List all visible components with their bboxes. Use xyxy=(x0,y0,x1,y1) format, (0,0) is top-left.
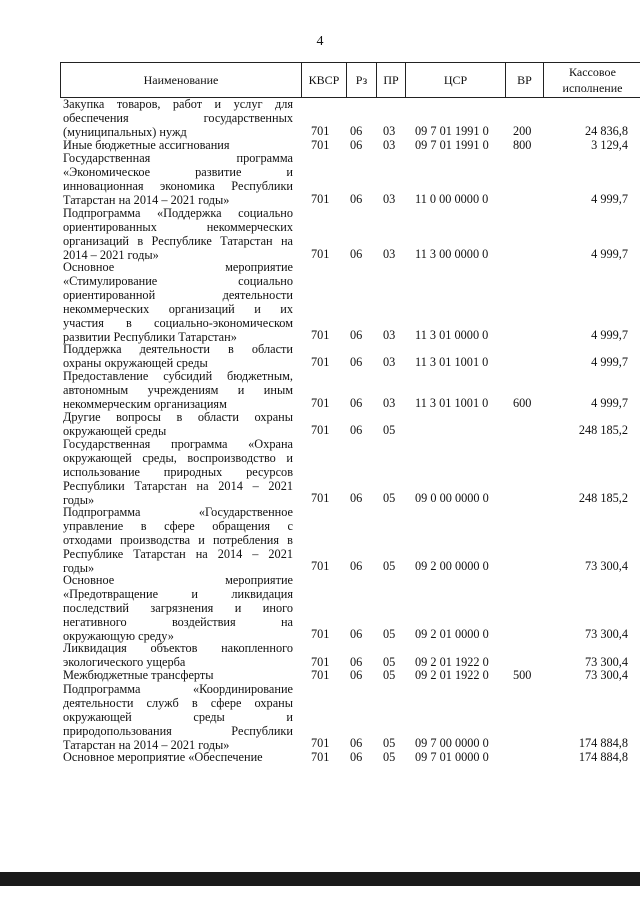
row-csr: 09 7 01 1991 0 xyxy=(415,124,489,139)
row-csr: 09 7 01 0000 0 xyxy=(415,749,489,764)
row-name xyxy=(63,260,293,344)
row-name xyxy=(63,206,293,262)
row-csr: 09 2 01 0000 0 xyxy=(415,627,489,642)
header-name: Наименование xyxy=(61,63,302,97)
row-vr: 800 xyxy=(513,137,532,152)
row-name-line: охраны окружающей среды xyxy=(63,355,208,370)
row-name-line: использование природных ресурсов xyxy=(63,465,293,479)
row-rz: 06 xyxy=(350,423,363,438)
row-amount: 73 300,4 xyxy=(584,559,628,574)
row-name-line: природопользования Республики xyxy=(63,723,293,738)
row-name-line: последствий загрязнения и иного xyxy=(63,601,293,615)
header-kvsr: КВСР xyxy=(302,63,347,97)
row-kvsr: 701 xyxy=(311,396,330,411)
row-amount: 174 884,8 xyxy=(578,749,628,764)
row-pr: 05 xyxy=(383,749,396,764)
row-name xyxy=(63,573,293,643)
row-name-line: Подпрограмма «Координирование xyxy=(63,681,293,696)
row-name-line: Ликвидация объектов накопленного xyxy=(63,641,293,655)
row-name-line: окружающей среды, воспроизводство и xyxy=(63,451,293,465)
row-amount: 4 999,7 xyxy=(591,396,628,411)
row-pr: 05 xyxy=(383,736,396,751)
row-csr: 11 3 01 0000 0 xyxy=(415,328,489,343)
table-row xyxy=(0,369,640,410)
row-rz: 06 xyxy=(350,124,363,139)
row-name-line: отходами производства и потребления в xyxy=(63,533,293,547)
row-pr: 05 xyxy=(383,559,396,574)
row-name-line: ориентированной деятельности xyxy=(63,288,293,303)
row-kvsr: 701 xyxy=(311,749,330,764)
row-amount: 248 185,2 xyxy=(578,491,628,506)
row-kvsr: 701 xyxy=(311,192,330,207)
header-rz: Рз xyxy=(347,63,377,97)
row-name-line: негативного воздействия на xyxy=(63,615,293,629)
row-name xyxy=(63,97,293,139)
row-pr: 05 xyxy=(383,491,396,506)
row-pr: 03 xyxy=(383,124,396,139)
row-name-line: окружающую среду» xyxy=(63,629,174,643)
table-row xyxy=(0,505,640,573)
row-name xyxy=(63,505,293,575)
table-row xyxy=(0,573,640,641)
row-name-line: «Предотвращение и ликвидация xyxy=(63,587,293,601)
row-name-line: Подпрограмма «Поддержка социально xyxy=(63,205,293,220)
row-name xyxy=(63,138,293,152)
row-name-line: Татарстан на 2014 – 2021 годы» xyxy=(63,737,230,752)
table-row xyxy=(0,97,640,138)
row-kvsr: 701 xyxy=(311,137,330,152)
row-name-line: окружающей среды и xyxy=(63,709,293,724)
table-row xyxy=(0,206,640,260)
row-name-line: Основное мероприятие xyxy=(63,260,293,275)
row-kvsr: 701 xyxy=(311,124,330,139)
table-row xyxy=(0,682,640,750)
row-kvsr: 701 xyxy=(311,627,330,642)
row-name-line: Государственная программа xyxy=(63,151,293,166)
row-name-line: 2014 – 2021 годы» xyxy=(63,247,159,262)
row-name-line: экологического ущерба xyxy=(63,655,186,669)
row-rz: 06 xyxy=(350,192,363,207)
row-csr: 11 3 01 1001 0 xyxy=(415,396,489,411)
row-name-line: годы» xyxy=(63,561,95,575)
table-row xyxy=(0,138,640,152)
row-rz: 06 xyxy=(350,328,363,343)
row-rz: 06 xyxy=(350,736,363,751)
row-rz: 06 xyxy=(350,749,363,764)
table-row xyxy=(0,342,640,369)
row-rz: 06 xyxy=(350,559,363,574)
row-name-line: Подпрограмма «Государственное xyxy=(63,505,293,519)
row-rz: 06 xyxy=(350,355,363,370)
row-amount: 4 999,7 xyxy=(591,246,628,261)
row-pr: 05 xyxy=(383,423,396,438)
row-name-line: Республике Татарстан на 2014 – 2021 xyxy=(63,547,293,561)
row-name-line: Татарстан на 2014 – 2021 годы» xyxy=(63,193,230,208)
header-pr: ПР xyxy=(377,63,406,97)
row-name-line: Закупка товаров, работ и услуг для xyxy=(63,97,293,111)
row-name-line: Межбюджетные трансферты xyxy=(63,668,214,683)
table-row xyxy=(0,750,640,764)
row-name-line: развитии Республики Татарстан» xyxy=(63,330,237,345)
row-vr: 200 xyxy=(513,124,532,139)
row-csr: 09 0 00 0000 0 xyxy=(415,491,489,506)
row-amount: 73 300,4 xyxy=(584,627,628,642)
row-amount: 4 999,7 xyxy=(591,192,628,207)
row-name-line: обеспечения государственных xyxy=(63,111,293,125)
row-name xyxy=(63,668,293,682)
row-name-line: (муниципальных) нужд xyxy=(63,125,187,139)
table-row xyxy=(0,641,640,668)
row-kvsr: 701 xyxy=(311,246,330,261)
header-amount: Кассовое исполнение xyxy=(562,65,623,95)
row-csr: 11 3 00 0000 0 xyxy=(415,246,489,261)
row-name-line: Иные бюджетные ассигнования xyxy=(63,137,230,152)
row-csr: 09 2 00 0000 0 xyxy=(415,559,489,574)
row-pr: 03 xyxy=(383,192,396,207)
row-pr: 05 xyxy=(383,627,396,642)
row-name-line: участия в социально-экономическом xyxy=(63,316,293,331)
row-name-line: годы» xyxy=(63,493,95,507)
row-csr: 09 7 00 0000 0 xyxy=(415,736,489,751)
table-row xyxy=(0,668,640,682)
row-kvsr: 701 xyxy=(311,668,330,683)
row-name-line: деятельности служб в сфере охраны xyxy=(63,695,293,710)
page-number: 4 xyxy=(316,34,324,49)
row-vr: 600 xyxy=(513,396,532,411)
row-rz: 06 xyxy=(350,654,363,669)
row-name-line: ориентированных некоммерческих xyxy=(63,219,293,234)
row-name-line: Государственная программа «Охрана xyxy=(63,437,293,451)
row-amount: 73 300,4 xyxy=(584,654,628,669)
row-name xyxy=(63,437,293,507)
row-pr: 03 xyxy=(383,246,396,261)
row-rz: 06 xyxy=(350,668,363,683)
row-pr: 03 xyxy=(383,328,396,343)
row-name xyxy=(63,682,293,752)
row-pr: 03 xyxy=(383,355,396,370)
row-name-line: Основное мероприятие «Обеспечение xyxy=(63,749,263,764)
row-csr: 11 3 01 1001 0 xyxy=(415,355,489,370)
row-rz: 06 xyxy=(350,246,363,261)
table-row xyxy=(0,260,640,345)
row-name-line: некоммерческих организаций и их xyxy=(63,302,293,317)
row-amount: 248 185,2 xyxy=(578,423,628,438)
row-kvsr: 701 xyxy=(311,654,330,669)
row-kvsr: 701 xyxy=(311,491,330,506)
row-rz: 06 xyxy=(350,137,363,152)
row-pr: 03 xyxy=(383,396,396,411)
row-name-line: Другие вопросы в области охраны xyxy=(63,409,293,424)
page-bottom-border xyxy=(0,872,640,886)
row-csr: 11 0 00 0000 0 xyxy=(415,192,489,207)
row-name-line: Предоставление субсидий бюджетным, xyxy=(63,369,293,383)
header-vr: ВР xyxy=(506,63,544,97)
row-csr: 09 2 01 1922 0 xyxy=(415,668,489,683)
row-name xyxy=(63,342,293,370)
row-name xyxy=(63,151,293,207)
row-rz: 06 xyxy=(350,627,363,642)
row-name-line: организаций в Республике Татарстан на xyxy=(63,233,293,248)
row-name-line: Основное мероприятие xyxy=(63,573,293,587)
row-name-line: управление в сфере обращения с xyxy=(63,519,293,533)
row-name-line: окружающей среды xyxy=(63,423,167,438)
row-name-line: Республики Татарстан на 2014 – 2021 xyxy=(63,479,293,493)
table-row xyxy=(0,437,640,505)
row-name xyxy=(63,750,293,764)
row-kvsr: 701 xyxy=(311,423,330,438)
row-amount: 174 884,8 xyxy=(578,736,628,751)
row-name-line: автономным учреждениям и иным xyxy=(63,383,293,397)
row-name-line: некоммерческим организациям xyxy=(63,397,227,411)
row-amount: 3 129,4 xyxy=(591,137,628,152)
row-kvsr: 701 xyxy=(311,559,330,574)
row-amount: 73 300,4 xyxy=(584,668,628,683)
row-pr: 05 xyxy=(383,654,396,669)
row-name xyxy=(63,641,293,669)
row-amount: 4 999,7 xyxy=(591,328,628,343)
table-row xyxy=(0,151,640,208)
row-name-line: «Стимулирование социально xyxy=(63,274,293,289)
row-csr: 09 2 01 1922 0 xyxy=(415,654,489,669)
row-name-line: Поддержка деятельности в области xyxy=(63,341,293,356)
row-name xyxy=(63,410,293,438)
table-row xyxy=(0,410,640,437)
row-kvsr: 701 xyxy=(311,355,330,370)
row-rz: 06 xyxy=(350,396,363,411)
row-amount: 4 999,7 xyxy=(591,355,628,370)
row-name xyxy=(63,369,293,411)
row-pr: 03 xyxy=(383,137,396,152)
row-name-line: «Экономическое развитие и xyxy=(63,165,293,180)
row-csr: 09 7 01 1991 0 xyxy=(415,137,489,152)
header-csr: ЦСР xyxy=(406,63,506,97)
row-kvsr: 701 xyxy=(311,736,330,751)
table-header xyxy=(60,62,640,98)
row-amount: 24 836,8 xyxy=(584,124,628,139)
row-vr: 500 xyxy=(513,668,532,683)
row-pr: 05 xyxy=(383,668,396,683)
row-name-line: инновационная экономика Республики xyxy=(63,179,293,194)
row-kvsr: 701 xyxy=(311,328,330,343)
row-rz: 06 xyxy=(350,491,363,506)
